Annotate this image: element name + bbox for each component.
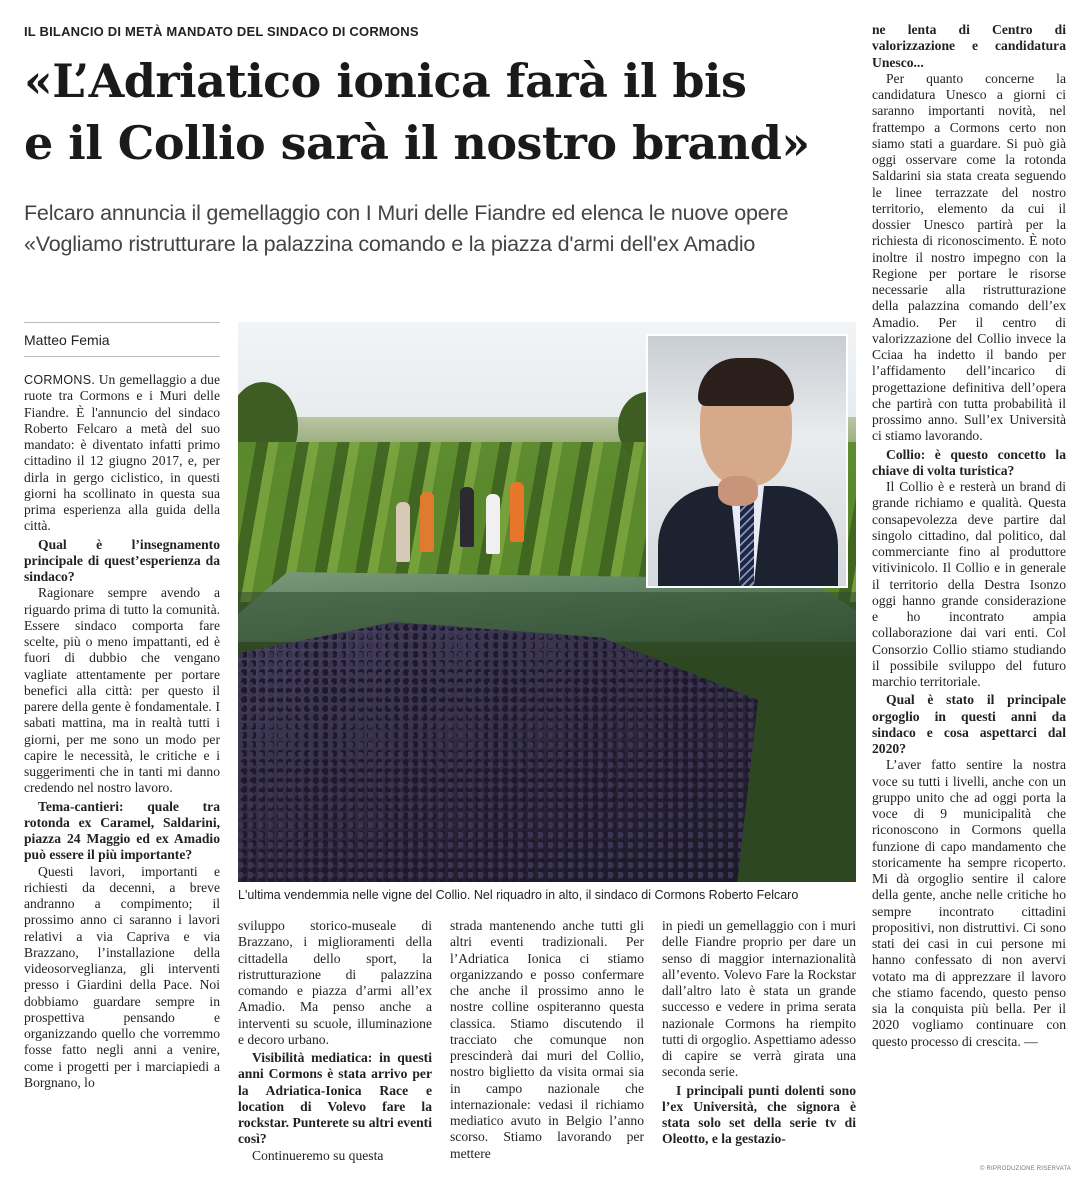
mayor-portrait-inset (646, 334, 848, 588)
article-column-1 (24, 372, 220, 1091)
paragraph: sviluppo storico-museale di Brazzano, i miglioramenti della cittadella dello sport, la ristrutturazione di palazzina comando e piazza d’armi all’ex Amadio. Ma penso anche a interventi su scuole, illuminazione e decoro urbano. (238, 918, 432, 1047)
article-column-3 (450, 918, 644, 1162)
subheadline-line-2: «Vogliamo ristrutturare la palazzina comando e la piazza d'armi dell'ex Amadio (24, 232, 756, 256)
copyright-note: © RIPRODUZIONE RISERVATA (980, 1166, 1072, 1172)
byline-top-rule (24, 322, 220, 323)
paragraph: CORMONS. Un gemellaggio a due ruote tra Cormons e i Muri delle Fiandre. È l'annuncio del sindaco Roberto Felcaro a metà del suo mandato: è diventato infatti primo cittadino il 12 giugno 2017, e, per dirla in gergo ciclistico, in questi giorni ha scollinato in questa sua prima esperienza alla guida della città. (24, 372, 220, 534)
headline-line-2: e il Collio sarà il nostro brand» (24, 116, 810, 170)
paragraph: L’aver fatto sentire la nostra voce su tutti i livelli, anche con un gruppo unito che ad oggi porta la voce di 9 municipalità che riconoscono in Cormons quella funzione di capo mandamento che storicamente ha sempre ricoperto. Mi dà orgoglio sentire il calore della gente, anche nelle critiche ho sempre incontrato cittadini propositivi, non distruttivi. Ci sono stati dei casi in cui persone mi hanno confessato di non avervi votato ma di apprezzare il lavoro che stiamo facendo, questo penso sia la conquista più bella. Per il 2020 vogliamo continuare con questo processo di crescita. — (872, 757, 1066, 1049)
dateline: CORMONS (24, 373, 92, 387)
byline: Matteo Femia (24, 332, 110, 348)
harvester (486, 494, 500, 554)
byline-bottom-rule (24, 356, 220, 357)
interview-question: I principali punti dolenti sono l’ex Università, che signora è stata solo set della serie tv di Oleotto, e la gestazio- (662, 1082, 856, 1147)
paragraph: Il Collio è e resterà un brand di grande richiamo e qualità. Questa consapevolezza deve partire dal singolo cittadino, dal politico, dal commerciante fino al produttore vitivinicolo. Il Collio e in generale il territorio della Destra Isonzo oggi hanno grande considerazione e ho incontrato ampia collaborazione dai vari enti. Col Consorzio Collio stiamo studiando il possibile sviluppo del futuro marchio territoriale. (872, 479, 1066, 689)
article-column-2 (238, 918, 432, 1164)
paragraph: Ragionare sempre avendo a riguardo prima di tutto la comunità. Essere sindaco comporta fare scelte, più o meno impattanti, ed è fuori di dubbio che vengano vagliate attentamente per portare benefici alla città: per questo il parere della gente è fondamentale. I sabati mattina, ma in realtà tutti i giorni, per me sono un modo per capire le necessità, le critiche e i suggerimenti che in tanti mi danno credendo nel nostro lavoro. (24, 585, 220, 796)
harvest-photo (238, 322, 856, 882)
interview-question: Collio: è questo concetto la chiave di volta turistica? (872, 446, 1066, 478)
interview-question: Tema-cantieri: quale tra rotonda ex Caramel, Saldarini, piazza 24 Maggio ed ex Amadio può essere il più importante? (24, 798, 220, 863)
paragraph: strada mantenendo anche tutti gli altri eventi tradizionali. Per l’Adriatica Ionica ci stiamo organizzando e posso confermare che anche il prossimo anno le nostre colline ospiteranno questa classica. Stiamo discutendo il tracciato che comunque non prescinderà dai muri del Collio, nostro biglietto da visita ormai sia in campo nazionale che internazionale: vedasi il richiamo mediatico avuto in Belgio l’anno scorso. Stiamo lavorando per mettere (450, 918, 644, 1161)
photo-caption: L'ultima vendemmia nelle vigne del Collio. Nel riquadro in alto, il sindaco di Cormons Roberto Felcaro (238, 888, 799, 902)
article-column-5 (872, 20, 1066, 1050)
interview-question: Qual è l’insegnamento principale di quest’esperienza da sindaco? (24, 536, 220, 584)
headline (24, 50, 854, 174)
paragraph: in piedi un gemellaggio con i muri delle Fiandre proprio per dare un senso di maggior internazionalità all’evento. Volevo Fare la Rockstar dall’altro lato è stata un grande successo e vedere in prima serata nazionale Cormons ha riempito tutti di orgoglio. Aspettiamo adesso di capire se verrà girata una seconda serie. (662, 918, 856, 1080)
paragraph: Continueremo su questa (252, 1147, 384, 1163)
subheadline (24, 198, 854, 260)
paragraph: Questi lavori, importanti e richiesti da decenni, a breve andranno a compimento; il prossimo anno ci saranno i lavori relativi a via Capriva e via Brazzano, l’installazione della videosorveglianza, gli interventi presso i Giardini della Pace. Noi dobbiamo guardare sempre in prospettiva pensando e organizzando quello che vorremmo fosse fatto negli anni a venire, come i progetti per i marciapiedi a Borgnano, lo (24, 863, 220, 1090)
article-column-4 (662, 918, 856, 1148)
harvester (420, 492, 434, 552)
subheadline-line-1: Felcaro annuncia il gemellaggio con I Muri delle Fiandre ed elenca le nuove opere (24, 201, 789, 225)
harvester (510, 482, 524, 542)
harvester (460, 487, 474, 547)
interview-question: Visibilità mediatica: in questi anni Cormons è stata arrivo per la Adriatica-Ionica Race e location di Volevo fare la rockstar. Punterete su altri eventi così? (238, 1050, 432, 1147)
headline-line-1: «L’Adriatico ionica farà il bis (24, 54, 747, 108)
harvester (396, 502, 410, 562)
paragraph: Per quanto concerne la candidatura Unesco a giorni ci saranno importanti novità, nel frattempo a Cormons certo non siamo stati a guardare. Si può già oggi osservare come la rotonda Saldarini sia stata creata seguendo le linee terrazzate del nostro territorio, elemento da cui il dossier Unesco partirà per la richiesta di riconoscimento. È noto inoltre il nostro impegno con la Regione per portare le risorse necessarie alla ristrutturazione della palazzina comando dell’ex Amadio. Per il centro di valorizzazione del Collio invece la Cciaa ha indetto il bando per l’affidamento dell’incarico di progettazione definitiva dell’opera che partirà con tutta probabilità il prossimo anno. Sull’ex Università ci stiamo lavorando. (872, 70, 1066, 444)
interview-question: ne lenta di Centro di valorizzazione e candidatura Unesco... (872, 22, 1066, 70)
kicker: IL BILANCIO DI METÀ MANDATO DEL SINDACO DI CORMONS (24, 24, 419, 39)
interview-question: Qual è stato il principale orgoglio in questi anni da sindaco e cosa aspettarci dal 2020? (872, 692, 1066, 756)
